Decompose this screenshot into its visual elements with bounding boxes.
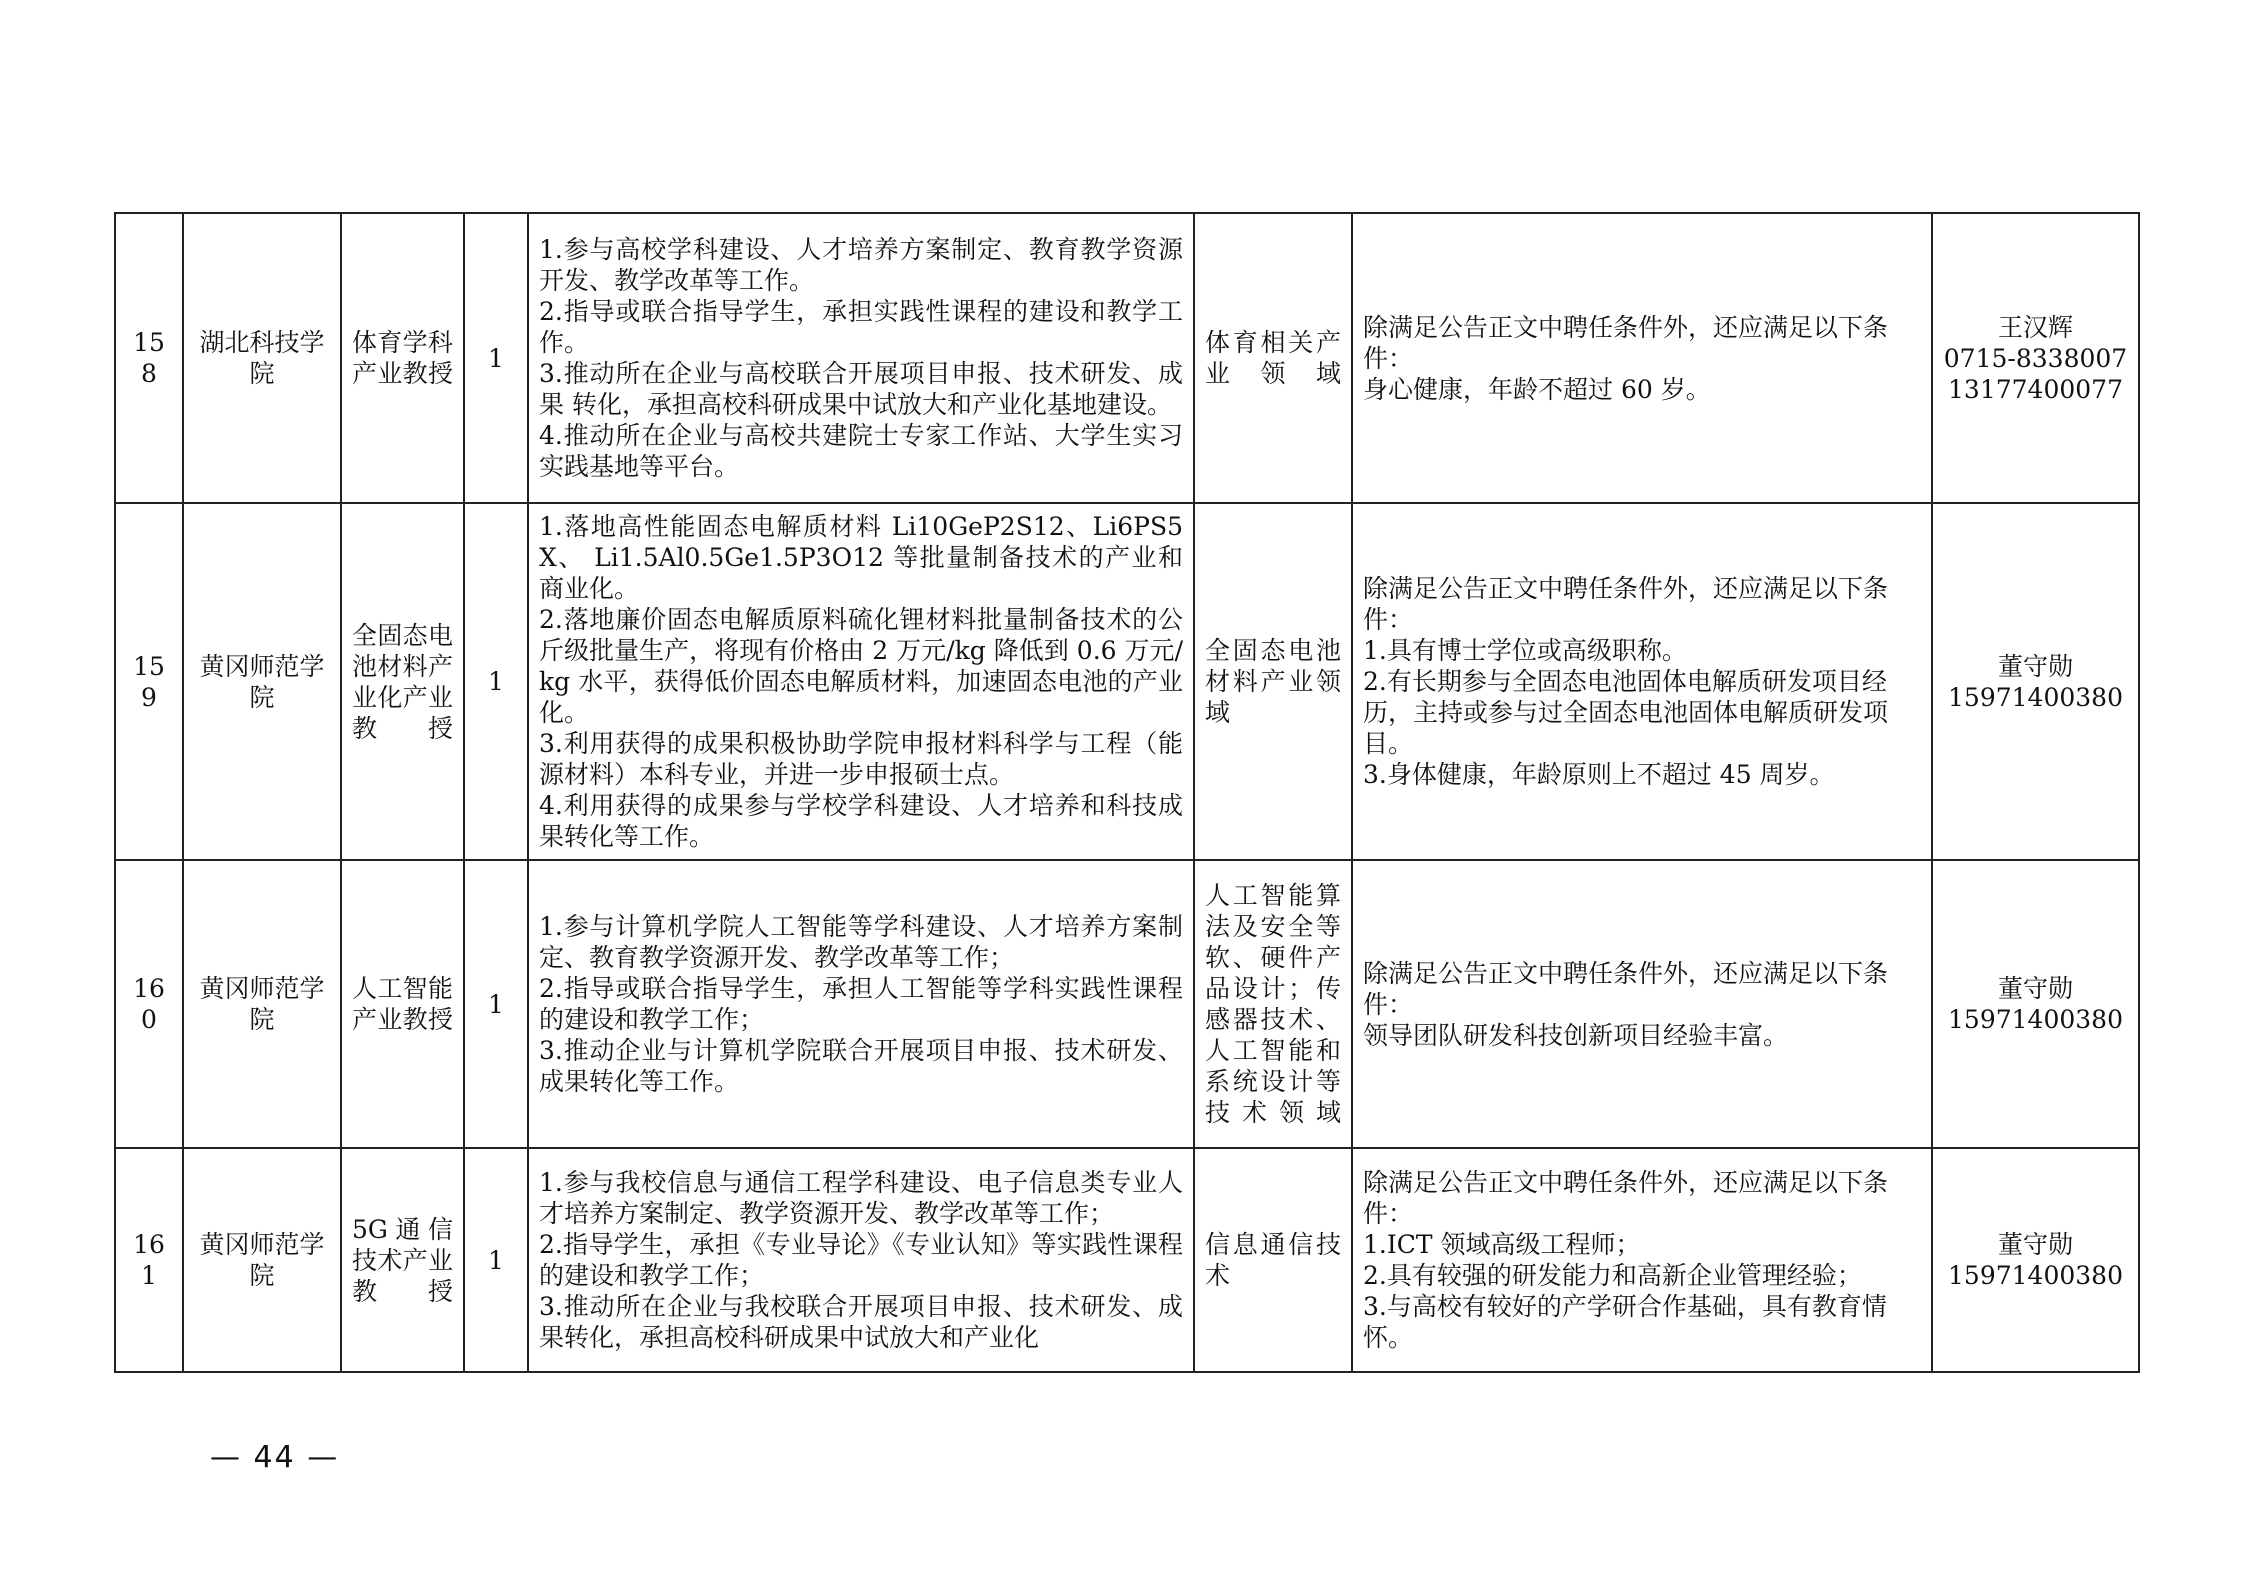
requirement-item: 除满足公告正文中聘任条件外，还应满足以下条件：	[1363, 958, 1889, 1019]
contact-phone: 15971400380	[1948, 1261, 2123, 1290]
field-text: 信息通信技术	[1205, 1230, 1341, 1290]
requirement-item: 2.具有较强的研发能力和高新企业管理经验；	[1363, 1261, 1862, 1290]
unit-cell: 湖北科技学院	[183, 213, 341, 503]
contact-phone: 13177400077	[1948, 374, 2123, 404]
contact-person: 董守勋	[1997, 651, 2073, 681]
field-cell	[1194, 213, 1352, 503]
requirements-cell	[1352, 503, 1932, 860]
duty-item: 3.利用获得的成果积极协助学院申报材料科学与工程（能源材料）本科专业，并进一步申报硕士点。	[539, 729, 1183, 789]
duty-item: 4.推动所在企业与高校共建院士专家工作站、大学生实习实践基地等平台。	[539, 421, 1183, 481]
contact-cell	[1932, 503, 2139, 860]
field-cell	[1194, 503, 1352, 860]
duties-cell	[528, 860, 1194, 1148]
duty-item: 3.推动企业与计算机学院联合开展项目申报、技术研发、成果转化等工作。	[539, 1036, 1183, 1096]
row-number-cell: 161	[115, 1148, 183, 1372]
table-body	[115, 213, 2139, 1372]
contact-person: 董守勋	[1997, 974, 2073, 1003]
post-name-cell: 体育学科产业教授	[341, 213, 464, 503]
post-name-cell: 全固态电池材料产业化产业教授	[341, 503, 464, 860]
table-row	[115, 860, 2139, 1148]
duty-item: 1.参与计算机学院人工智能等学科建设、人才培养方案制定、教育教学资源开发、教学改革等工作；	[539, 912, 1183, 972]
duties-cell	[528, 503, 1194, 860]
field-cell	[1194, 860, 1352, 1148]
duty-item: 1.落地高性能固态电解质材料 Li10GeP2S12、Li6PS5X、 Li1.5Al0.5Ge1.5P3O12 等批量制备技术的产业和商业化。	[539, 512, 1183, 603]
row-number-cell: 158	[115, 213, 183, 503]
row-number-cell: 159	[115, 503, 183, 860]
post-name-cell: 5G通信技术产业教授	[341, 1148, 464, 1372]
requirement-item: 2.有长期参与全固态电池固体电解质研发项目经历，主持或参与过全固态电池固体电解质研发项目。	[1363, 667, 1889, 758]
table-row	[115, 503, 2139, 860]
post-count-cell: 1	[464, 213, 528, 503]
contact-person: 王汉辉	[1997, 312, 2073, 342]
requirement-item: 除满足公告正文中聘任条件外，还应满足以下条件：	[1363, 1168, 1889, 1228]
duty-item: 2.指导或联合指导学生，承担实践性课程的建设和教学工作。	[539, 297, 1183, 357]
post-count-cell: 1	[464, 1148, 528, 1372]
requirements-cell	[1352, 213, 1932, 503]
duty-item: 1.参与我校信息与通信工程学科建设、电子信息类专业人才培养方案制定、教学资源开发、教学改革等工作；	[539, 1168, 1183, 1228]
duties-cell	[528, 213, 1194, 503]
unit-cell: 黄冈师范学院	[183, 860, 341, 1148]
field-text: 体育相关产业领域	[1205, 328, 1341, 388]
page-number: — 44 —	[210, 1440, 340, 1475]
duty-item: 1.参与高校学科建设、人才培养方案制定、教育教学资源开发、教学改革等工作。	[539, 235, 1183, 295]
contact-cell	[1932, 1148, 2139, 1372]
field-text: 全固态电池材料产业领域	[1205, 636, 1341, 727]
duty-item: 3.推动所在企业与高校联合开展项目申报、技术研发、成果 转化，承担高校科研成果中试放大和产业化基地建设。	[539, 359, 1183, 419]
duty-item: 2.指导学生，承担《专业导论》《专业认知》等实践性课程的建设和教学工作；	[539, 1230, 1183, 1290]
contact-phone: 15971400380	[1948, 1005, 2123, 1034]
duty-item: 2.落地廉价固态电解质原料硫化锂材料批量制备技术的公斤级批量生产，将现有价格由 2 万元/kg 降低到 0.6 万元/kg 水平，获得低价固态电解质材料，加速固态电池的产业化。	[539, 605, 1183, 727]
post-count-cell: 1	[464, 860, 528, 1148]
contact-person: 董守勋	[1997, 1230, 2073, 1259]
field-text: 人工智能算法及安全等软、硬件产品设计；传感器技术、人工智能和系统设计等技术领域	[1205, 881, 1341, 1127]
requirement-item: 3.与高校有较好的产学研合作基础，具有教育情怀。	[1363, 1292, 1887, 1352]
requirements-cell	[1352, 1148, 1932, 1372]
unit-cell: 黄冈师范学院	[183, 1148, 341, 1372]
requirements-cell	[1352, 860, 1932, 1148]
duty-item: 4.利用获得的成果参与学校学科建设、人才培养和科技成果转化等工作。	[539, 791, 1183, 851]
field-cell	[1194, 1148, 1352, 1372]
contact-phone: 0715-8338007	[1943, 343, 2128, 373]
row-number-cell: 160	[115, 860, 183, 1148]
requirement-item: 1.具有博士学位或高级职称。	[1363, 636, 1687, 665]
contact-phone: 15971400380	[1948, 682, 2123, 712]
table-row	[115, 1148, 2139, 1372]
requirement-item: 除满足公告正文中聘任条件外，还应满足以下条件：	[1363, 574, 1889, 634]
contact-cell	[1932, 213, 2139, 503]
duty-item: 3.推动所在企业与我校联合开展项目申报、技术研发、成果转化，承担高校科研成果中试放大和产业化	[539, 1292, 1183, 1352]
requirement-item: 身心健康，年龄不超过 60 岁。	[1363, 374, 1711, 404]
table-row	[115, 213, 2139, 503]
post-name-cell: 人工智能产业教授	[341, 860, 464, 1148]
duty-item: 2.指导或联合指导学生，承担人工智能等学科实践性课程的建设和教学工作；	[539, 974, 1183, 1034]
requirement-item: 除满足公告正文中聘任条件外，还应满足以下条件：	[1363, 312, 1889, 373]
requirement-item: 3.身体健康，年龄原则上不超过 45 周岁。	[1363, 760, 1835, 789]
post-count-cell: 1	[464, 503, 528, 860]
unit-cell: 黄冈师范学院	[183, 503, 341, 860]
contact-cell	[1932, 860, 2139, 1148]
recruitment-table	[114, 212, 2140, 1373]
requirement-item: 1.ICT 领域高级工程师；	[1363, 1230, 1641, 1259]
requirement-item: 领导团队研发科技创新项目经验丰富。	[1363, 1020, 1789, 1050]
duties-cell	[528, 1148, 1194, 1372]
